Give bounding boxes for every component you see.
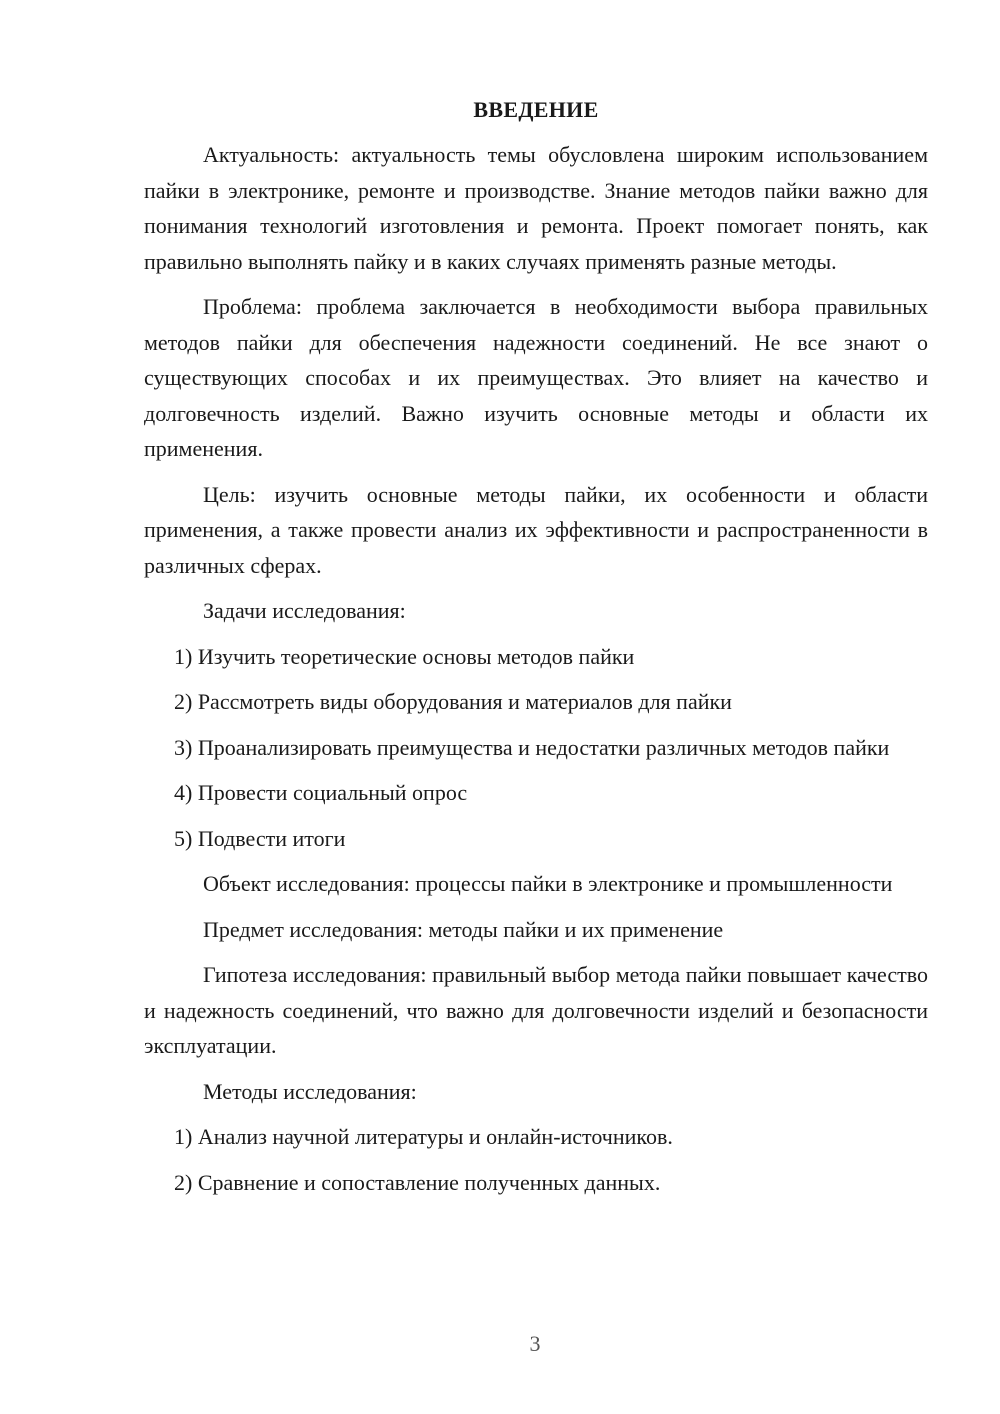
paragraph-goal: Цель: изучить основные методы пайки, их особенности и области применения, а также провести анализ их эффективности и распространенности в различных сферах. bbox=[144, 481, 928, 578]
paragraph-subject: Предмет исследования: методы пайки и их применение bbox=[203, 916, 724, 942]
task-item-3: 3) Проанализировать преимущества и недостатки различных методов пайки bbox=[174, 734, 890, 760]
tasks-title: Задачи исследования: bbox=[203, 598, 406, 623]
paragraph-relevance: Актуальность: актуальность темы обусловлена широким использованием пайки в электронике, ремонте и производстве. Знание методов пайки важно для понимания технологий изготовления и ремонта. Проект помогает понять, как правильно выполнять пайку и в каких случаях применять разные методы. bbox=[144, 142, 928, 274]
paragraph-hypothesis: Гипотеза исследования: правильный выбор метода пайки повышает качество и надежность соединений, что важно для долговечности изделий и безопасности эксплуатации. bbox=[144, 962, 928, 1058]
page-title: ВВЕДЕНИЕ bbox=[473, 97, 599, 122]
document-page bbox=[144, 92, 928, 1210]
task-item-5: 5) Подвести итоги bbox=[174, 825, 346, 851]
task-item-2: 2) Рассмотреть виды оборудования и материалов для пайки bbox=[174, 689, 732, 714]
paragraph-problem: Проблема: проблема заключается в необходимости выбора правильных методов пайки для обеспечения надежности соединений. Не все знают о существующих способах и их преимуществах. Это влияет на качество и долговечность изделий. Важно изучить основные методы и области их применения. bbox=[144, 294, 928, 461]
method-item-1: 1) Анализ научной литературы и онлайн-источников. bbox=[174, 1124, 673, 1149]
method-item-2: 2) Сравнение и сопоставление полученных данных. bbox=[174, 1169, 661, 1195]
paragraph-object: Объект исследования: процессы пайки в электронике и промышленности bbox=[203, 871, 893, 896]
methods-title: Методы исследования: bbox=[203, 1078, 417, 1104]
task-item-4: 4) Провести социальный опрос bbox=[174, 780, 468, 805]
task-item-1: 1) Изучить теоретические основы методов пайки bbox=[174, 643, 635, 669]
page-number: 3 bbox=[529, 1331, 541, 1356]
